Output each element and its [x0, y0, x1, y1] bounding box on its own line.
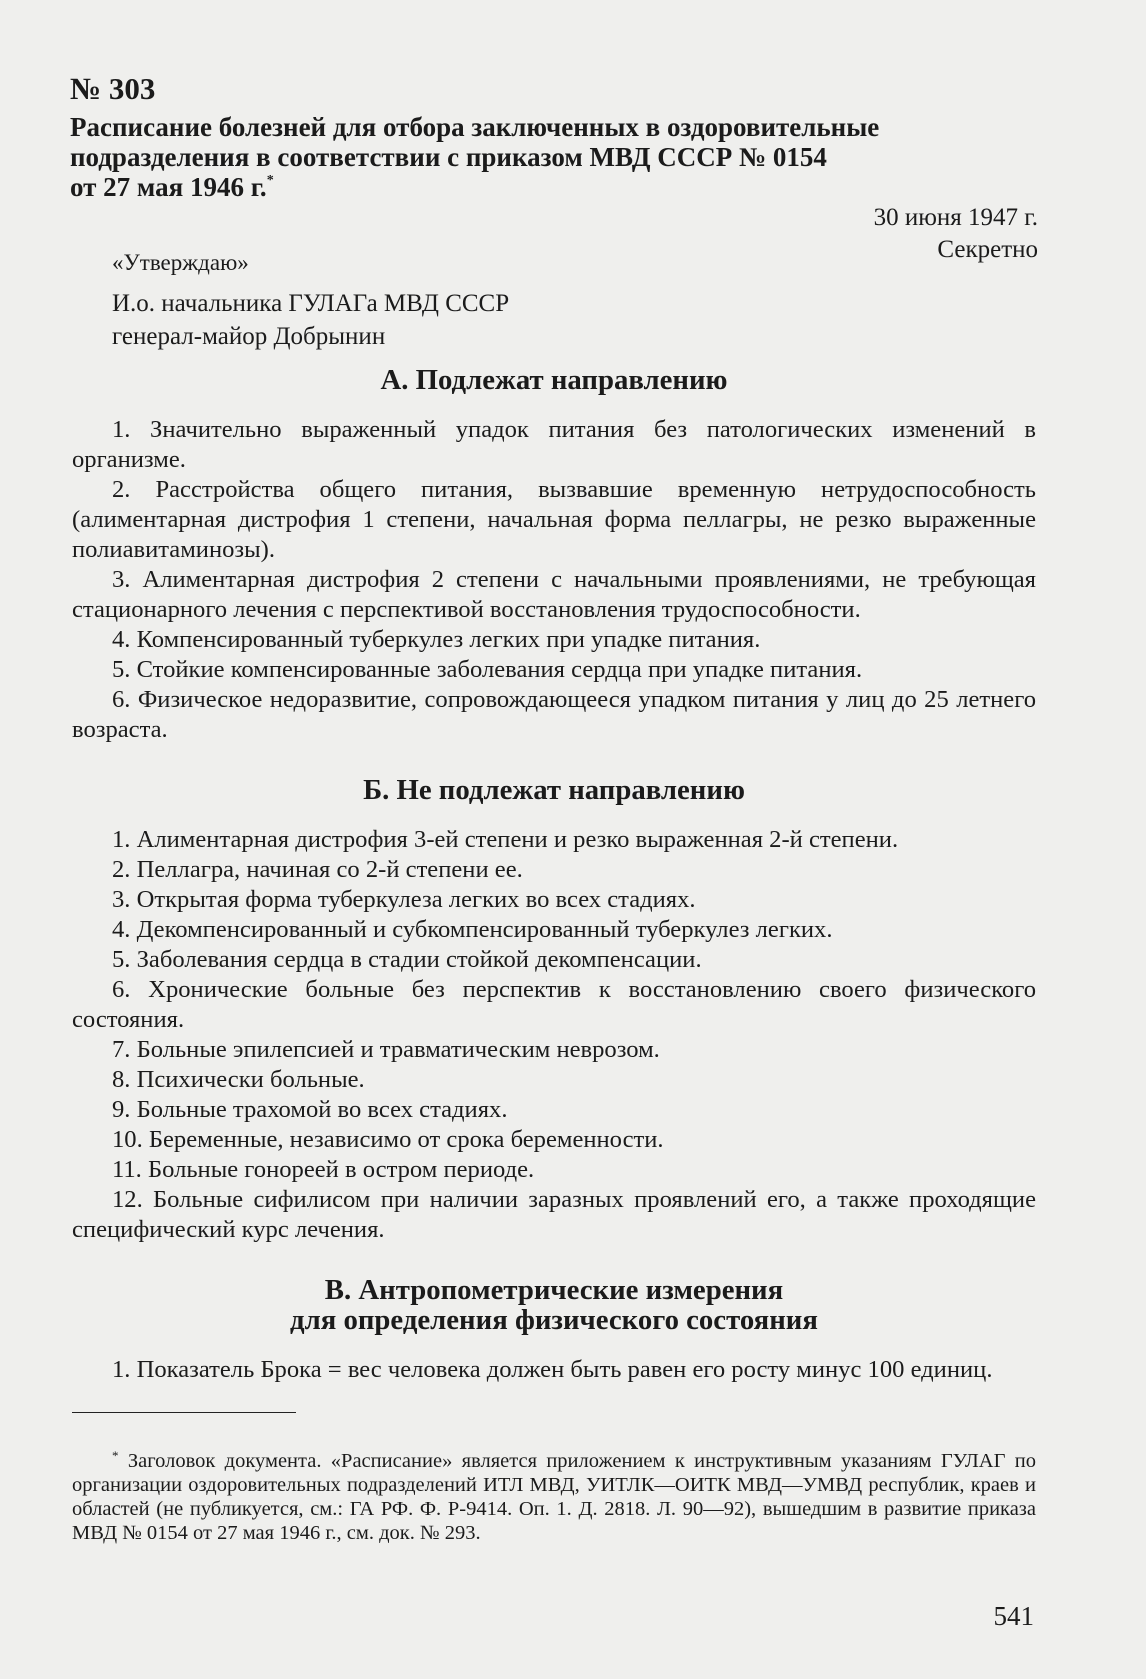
approval-quote: «Утверждаю» — [112, 250, 249, 275]
list-item: 1. Показатель Брока = вес человека должен быть равен его росту минус 100 единиц. — [112, 1356, 993, 1383]
list-item: 1. Значительно выраженный упадок питания без патологических изменений в организме. — [72, 416, 1036, 473]
section-b-list — [72, 825, 1036, 1245]
footnote-mark: * — [112, 1447, 119, 1463]
list-item: 1. Алиментарная дистрофия 3-ей степени и резко выраженная 2-й степени. — [112, 826, 899, 853]
approval-signatory: генерал-майор Добрынин — [112, 323, 386, 350]
list-item: 12. Больные сифилисом при наличии заразных проявлений его, а также проходящие специфический курс лечения. — [72, 1186, 1036, 1243]
list-item: 8. Психически больные. — [112, 1066, 365, 1093]
document-date: 30 июня 1947 г. — [873, 204, 1038, 231]
list-item: 10. Беременные, независимо от срока беременности. — [112, 1126, 664, 1153]
list-item: 6. Хронические больные без перспектив к восстановлению своего физического состояния. — [72, 976, 1036, 1033]
list-item: 2. Пеллагра, начиная со 2-й степени ее. — [112, 856, 523, 883]
list-item: 2. Расстройства общего питания, вызвавшие временную нетрудоспособность (алиментарная дистрофия 1 степени, начальная форма пеллагры, не резко выраженные полиавитаминозы). — [72, 476, 1036, 563]
section-heading-b: Б. Не подлежат направлению — [363, 774, 745, 806]
approval-position: И.о. начальника ГУЛАГа МВД СССР — [112, 290, 510, 317]
approval-block — [112, 246, 509, 353]
section-heading-a: А. Подлежат направлению — [380, 364, 728, 396]
footnote-divider — [72, 1412, 296, 1413]
list-item: 9. Больные трахомой во всех стадиях. — [112, 1096, 508, 1123]
classification-label: Секретно — [937, 236, 1038, 263]
list-item: 7. Больные эпилепсией и травматическим неврозом. — [112, 1036, 660, 1063]
list-item: 5. Заболевания сердца в стадии стойкой декомпенсации. — [112, 946, 702, 973]
list-item: 6. Физическое недоразвитие, сопровождающееся упадком питания у лиц до 25 летнего возраста. — [72, 686, 1036, 743]
list-item: 3. Алиментарная дистрофия 2 степени с начальными проявлениями, не требующая стационарного лечения с перспективой восстановления трудоспособности. — [72, 566, 1036, 623]
document-number: № 303 — [70, 71, 156, 106]
heading-line: В. Антропометрические измерения — [324, 1274, 784, 1306]
list-item: 11. Больные гонореей в остром периоде. — [112, 1156, 535, 1183]
document-body — [72, 365, 1036, 1385]
title-line: Расписание болезней для отбора заключенных в оздоровительные — [70, 112, 880, 142]
document-meta — [874, 202, 1038, 266]
document-title — [70, 112, 970, 202]
list-item: 5. Стойкие компенсированные заболевания сердца при упадке питания. — [112, 656, 863, 683]
footnote — [72, 1449, 1036, 1545]
heading-line: для определения физического состояния — [290, 1304, 818, 1336]
section-c-list — [72, 1355, 1036, 1385]
section-heading-c — [72, 1275, 1036, 1335]
list-item: 4. Декомпенсированный и субкомпенсированный туберкулез легких. — [112, 916, 833, 943]
footnote-text: Заголовок документа. «Расписание» является приложением к инструктивным указаниям ГУЛАГ по организации оздоровительных подразделений ИТЛ МВД, УИТЛК—ОИТК МВД—УМВД республик, краев и областей (не публикуется, см.: ГА РФ. Ф. Р-9414. Оп. 1. Д. 2818. Л. 90—92), вышедшим в развитие приказа МВД № 0154 от 27 мая 1946 г., см. док. № 293. — [72, 1449, 1037, 1544]
list-item: 3. Открытая форма туберкулеза легких во всех стадиях. — [112, 886, 696, 913]
section-a-list — [72, 415, 1036, 745]
footnote-mark: * — [266, 173, 274, 188]
list-item: 4. Компенсированный туберкулез легких при упадке питания. — [112, 626, 761, 653]
page-number: 541 — [993, 1601, 1034, 1631]
title-line: от 27 мая 1946 г.* — [70, 172, 274, 202]
title-line: подразделения в соответствии с приказом МВД СССР № 0154 — [70, 142, 827, 172]
